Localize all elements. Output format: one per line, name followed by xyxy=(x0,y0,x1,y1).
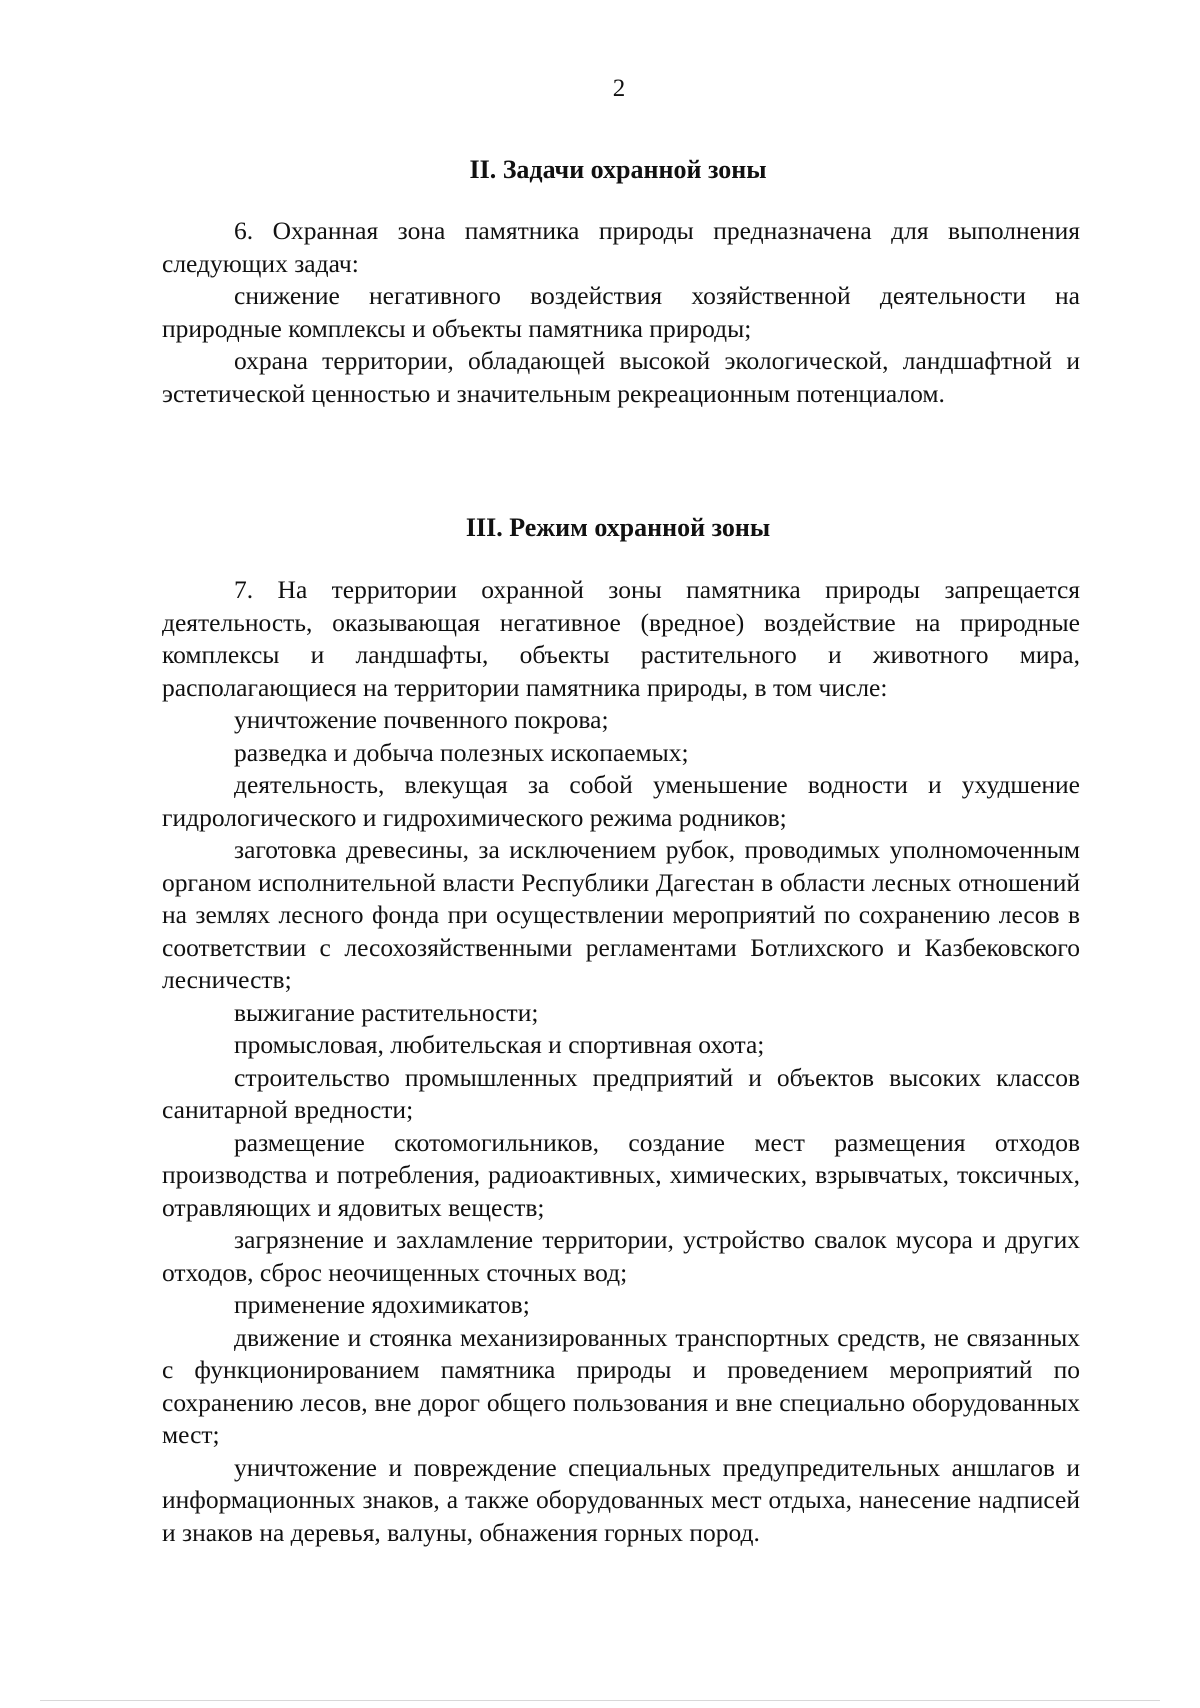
section-body-tasks xyxy=(162,215,1080,410)
paragraph: 6. Охранная зона памятника природы предназначена для выполнения следующих задач: xyxy=(162,216,1080,278)
scan-edge-divider xyxy=(40,1700,1160,1701)
paragraph: загрязнение и захламление территории, устройство свалок мусора и других отходов, сброс неочищенных сточных вод; xyxy=(162,1225,1080,1287)
page-number: 2 xyxy=(612,75,626,102)
paragraph: применение ядохимикатов; xyxy=(234,1290,530,1319)
paragraph: охрана территории, обладающей высокой экологической, ландшафтной и эстетической ценностью и значительным рекреационным потенциалом. xyxy=(162,346,1080,408)
section-body-regime xyxy=(162,574,1080,1549)
paragraph: заготовка древесины, за исключением рубок, проводимых уполномоченным органом исполнительной власти Республики Дагестан в области лесных отношений на землях лесного фонда при осуществлении мероприятий по сохранению лесов в соответствии с лесохозяйственными регламентами Ботлихского и Казбековского лесничеств; xyxy=(162,835,1080,994)
paragraph: деятельность, влекущая за собой уменьшение водности и ухудшение гидрологического и гидрохимического режима родников; xyxy=(162,770,1080,832)
paragraph: уничтожение и повреждение специальных предупредительных аншлагов и информационных знаков, а также оборудованных мест отдыха, нанесение надписей и знаков на деревья, валуны, обнажения горных пород. xyxy=(162,1452,1080,1547)
paragraph: выжигание растительности; xyxy=(234,997,539,1027)
paragraph: снижение негативного воздействия хозяйственной деятельности на природные комплексы и объекты памятника природы; xyxy=(162,281,1080,343)
paragraph: 7. На территории охранной зоны памятника природы запрещается деятельность, оказывающая негативное (вредное) воздействие на природные комплексы и ландшафты, объекты растительного и животного мира, располагающиеся на территории памятника природы, в том числе: xyxy=(162,575,1080,702)
paragraph: уничтожение почвенного покрова; xyxy=(234,705,609,734)
section-heading-regime: III. Режим охранной зоны xyxy=(465,513,771,542)
paragraph: размещение скотомогильников, создание мест размещения отходов производства и потребления, радиоактивных, химических, взрывчатых, токсичных, отравляющих и ядовитых веществ; xyxy=(162,1127,1080,1222)
paragraph: разведка и добыча полезных ископаемых; xyxy=(234,737,689,767)
section-heading-tasks: II. Задачи охранной зоны xyxy=(469,155,767,184)
paragraph: промысловая, любительская и спортивная охота; xyxy=(234,1030,765,1059)
paragraph: строительство промышленных предприятий и объектов высоких классов санитарной вредности; xyxy=(162,1062,1080,1124)
paragraph: движение и стоянка механизированных транспортных средств, не связанных с функционированием памятника природы и проведением мероприятий по сохранению лесов, вне дорог общего пользования и вне специально оборудованных мест; xyxy=(162,1322,1080,1449)
